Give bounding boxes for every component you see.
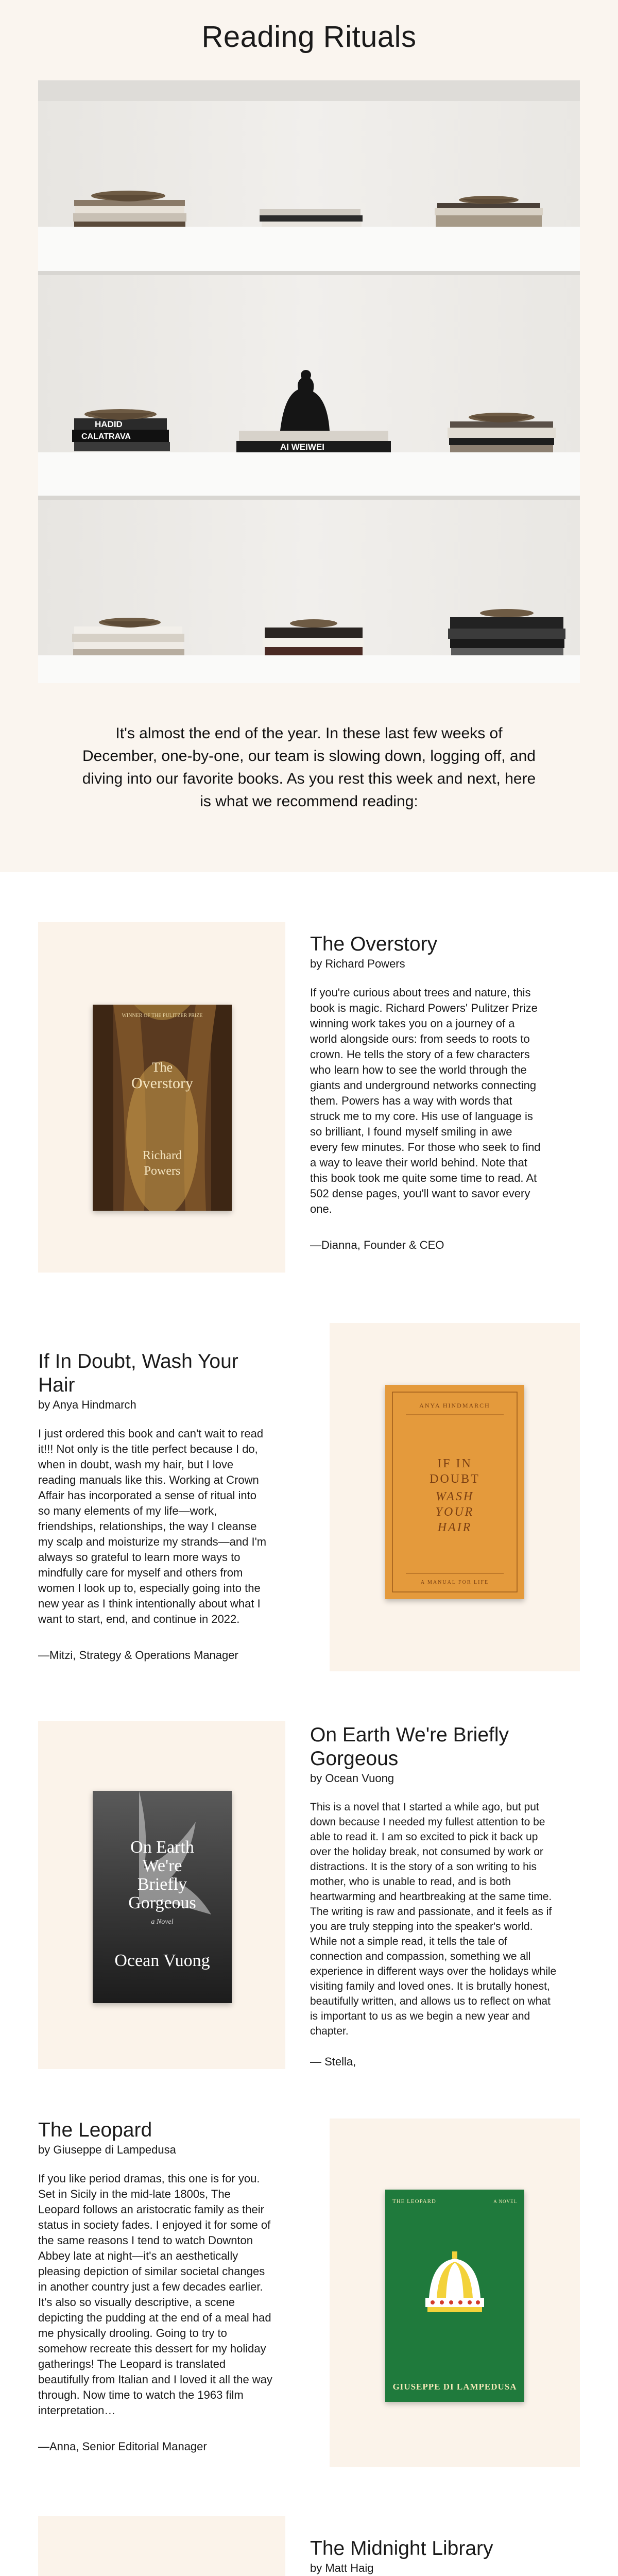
svg-text:WASH: WASH <box>435 1490 474 1503</box>
svg-text:Richard: Richard <box>143 1149 182 1162</box>
book-entry-leopard <box>38 2119 275 2454</box>
leopard-cover[interactable] <box>385 2190 524 2402</box>
book-author: by Richard Powers <box>310 957 405 970</box>
svg-text:We're: We're <box>142 1856 182 1875</box>
book-title: On Earth We're Briefly Gorgeous <box>310 1724 509 1770</box>
svg-text:DOUBT: DOUBT <box>430 1472 480 1486</box>
bookshelf-illustration <box>38 80 580 683</box>
book-cover-panel-midnight-library <box>38 2516 285 2576</box>
svg-text:GIUSEPPE DI LAMPEDUSA: GIUSEPPE DI LAMPEDUSA <box>392 2382 517 2392</box>
svg-text:On Earth: On Earth <box>130 1838 194 1857</box>
svg-text:Overstory: Overstory <box>131 1075 193 1092</box>
crown-icon <box>452 2251 457 2259</box>
book-author: by Ocean Vuong <box>310 1772 394 1785</box>
book-title: The Overstory <box>310 933 438 955</box>
book-review: If you're curious about trees and nature, this book is magic. Richard Powers' Pulitzer Prize winning work takes you on a journey of a world alongside ours: from seeds to roots to crown. He tells the story of a few characters who learn how to see the world through the giants and underground networks connecting them. Powers has a way with words that struck me to my core. His use of language is so brilliant, I found myself smiling in awe every few minutes. For those who seek to find a way to leave their world behind. Note that this book took me quite some time to read. At 502 dense pages, you'll want to savor every one. <box>310 986 541 1215</box>
book-author: by Giuseppe di Lampedusa <box>38 2143 176 2156</box>
overstory-cover[interactable] <box>93 1005 232 1211</box>
reviewer-signature: —Anna, Senior Editorial Manager <box>38 2440 207 2453</box>
svg-text:CALATRAVA: CALATRAVA <box>81 432 131 441</box>
svg-text:A MANUAL FOR LIFE: A MANUAL FOR LIFE <box>420 1580 489 1585</box>
intro-paragraph: It's almost the end of the year. In these last few weeks of December, one-by-one, our team is slowing down, logging off, and diving into our favorite books. As you rest this week and next, here is what we recommend reading: <box>82 725 536 810</box>
book-entry-on-earth <box>310 1723 557 2070</box>
page-title: Reading Rituals <box>201 20 417 54</box>
svg-text:A NOVEL: A NOVEL <box>493 2199 517 2204</box>
svg-text:Briefly: Briefly <box>137 1875 187 1894</box>
svg-text:HAIR: HAIR <box>437 1521 472 1534</box>
overstory-cover-art <box>93 1005 232 1211</box>
book-entry-if-in-doubt <box>38 1350 271 1663</box>
reviewer-signature: — Stella, <box>310 2055 356 2068</box>
reviewer-signature: —Mitzi, Strategy & Operations Manager <box>38 1649 238 1662</box>
book-entry-midnight-library <box>310 2537 557 2576</box>
svg-text:ANYA HINDMARCH: ANYA HINDMARCH <box>419 1402 490 1409</box>
svg-text:THE LEOPARD: THE LEOPARD <box>392 2198 436 2205</box>
svg-text:The: The <box>151 1060 173 1075</box>
if-in-doubt-cover[interactable] <box>385 1385 524 1599</box>
on-earth-cover-art <box>93 1791 232 2003</box>
book-author: by Anya Hindmarch <box>38 1398 136 1411</box>
svg-text:AI WEIWEI: AI WEIWEI <box>280 442 324 452</box>
book-title: The Leopard <box>38 2119 152 2141</box>
book-review: This is a novel that I started a while ago, but put down because I needed my fullest attention to be able to read it. I am so excited to pick it back up over the holiday break, not consumed by work or distractions. It is the story of a son writing to his mother, who is unable to read, and is both heartwarming and heartbreaking at the same time. The writing is raw and passionate, and it feels as if you are truly stepping into the speaker's world. While not a simple read, it tells the tale of connection and compassion, something we all experience in different ways over the holidays while visiting family and loved ones. It is brutally honest, beautifully written, and allows us to reflect on what is important to us as we begin a new year and chapter. <box>310 1801 557 2037</box>
leopard-cover-art <box>385 2190 524 2402</box>
svg-text:WINNER OF THE PULITZER PRIZE: WINNER OF THE PULITZER PRIZE <box>122 1013 203 1019</box>
svg-text:YOUR: YOUR <box>435 1505 474 1519</box>
book-review: I just ordered this book and can't wait to read it!!! Not only is the title perfect because I do, when in doubt, wash my hair, but I love reading manuals like this. Working at Crown Affair has incorporated a sense of ritual into so many elements of my life—work, friendships, relationships, the way I cleanse my scalp and moisturize my strands—and I'm always so grateful to learn more ways to mindfully care for myself and others from women I look up to, especially going into the new year as I think intentionally about what I want to start, end, and continue in 2022. <box>38 1427 267 1625</box>
svg-text:IF IN: IF IN <box>437 1457 472 1470</box>
book-author: by Matt Haig <box>310 2562 374 2574</box>
bookshelf-photo <box>38 80 580 683</box>
svg-text:HADID: HADID <box>95 419 123 429</box>
reviewer-signature: —Dianna, Founder & CEO <box>310 1239 444 1251</box>
book-review: If you like period dramas, this one is for you. Set in Sicily in the mid-late 1800s, The Leopard follows an aristocratic family as their status in society fades. I enjoyed it for some of the same reasons I tend to watch Downton Abbey late at night—it's an aesthetically pleasing depiction of similar societal changes in another country just a few decades earlier. It's also so visually descriptive, a scene depicting the pudding at the end of a meal had me physically drooling. Going to try to somehow recreate this dessert for my holiday gatherings! The Leopard is translated beautifully from Italian and I loved it all the way through. Now time to watch the 1963 film interpretation… <box>38 2172 272 2417</box>
if-in-doubt-cover-art <box>385 1385 524 1599</box>
svg-text:Powers: Powers <box>144 1164 181 1178</box>
svg-text:Ocean Vuong: Ocean Vuong <box>114 1951 210 1970</box>
on-earth-cover[interactable] <box>93 1791 232 2003</box>
book-title: If In Doubt, Wash Your Hair <box>38 1350 238 1396</box>
svg-text:a Novel: a Novel <box>151 1918 174 1926</box>
book-title: The Midnight Library <box>310 2537 493 2560</box>
book-entry-overstory <box>310 933 543 1253</box>
svg-text:Gorgeous: Gorgeous <box>128 1893 196 1912</box>
hero-section <box>0 0 618 872</box>
